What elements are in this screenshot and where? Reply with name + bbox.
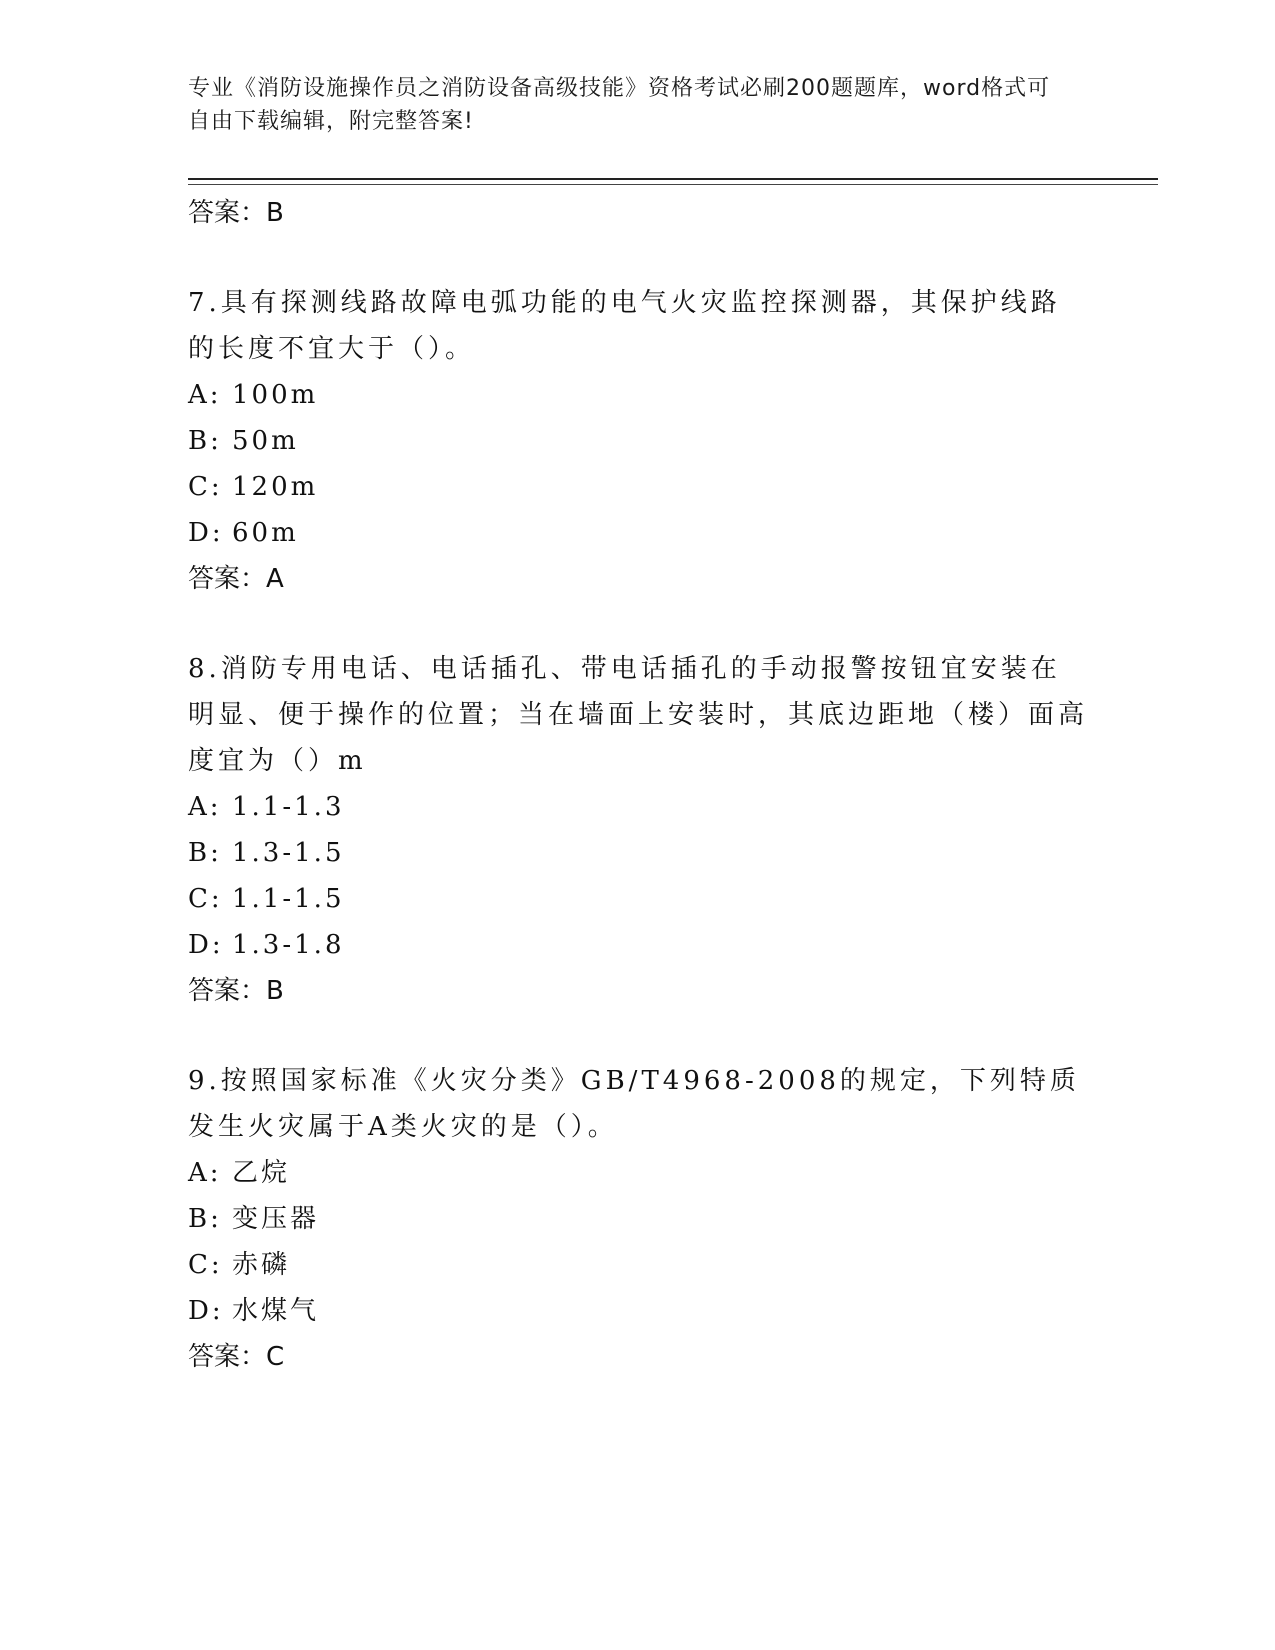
option-letter: D: — [188, 1296, 224, 1326]
question-answer: 答案：B — [188, 976, 284, 1006]
option-letter: C: — [188, 884, 223, 914]
option-text: 60m — [232, 518, 299, 548]
option-letter: A: — [188, 792, 222, 822]
question-9 — [188, 1058, 1088, 1380]
option-letter: C: — [188, 472, 223, 502]
option-text: 100m — [232, 380, 319, 410]
previous-answer: 答案：B — [188, 198, 284, 228]
option-c — [188, 876, 1088, 922]
document-header: 专业《消防设施操作员之消防设备高级技能》资格考试必刷200题题库，word格式可自由下载编辑，附完整答案! — [188, 76, 1051, 134]
option-letter: C: — [188, 1250, 223, 1280]
option-d — [188, 510, 1088, 556]
header-divider-thick — [188, 178, 1158, 180]
option-text: 1.1-1.5 — [232, 884, 345, 914]
option-a — [188, 1150, 1088, 1196]
option-letter: D: — [188, 930, 224, 960]
option-text: 水煤气 — [232, 1296, 320, 1326]
option-b — [188, 830, 1088, 876]
option-a — [188, 372, 1088, 418]
header-divider-thin — [188, 184, 1158, 185]
option-b — [188, 418, 1088, 464]
option-d — [188, 1288, 1088, 1334]
question-list — [188, 190, 1088, 1380]
option-letter: D: — [188, 518, 224, 548]
question-stem: 9.按照国家标准《火灾分类》GB/T4968-2008的规定，下列特质发生火灾属于A类火灾的是（）。 — [188, 1066, 1080, 1142]
option-text: 变压器 — [232, 1204, 320, 1234]
question-answer: 答案：C — [188, 1342, 285, 1372]
question-7 — [188, 280, 1088, 602]
option-d — [188, 922, 1088, 968]
question-answer: 答案：A — [188, 564, 284, 594]
option-letter: B: — [188, 1204, 222, 1234]
option-text: 1.1-1.3 — [232, 792, 345, 822]
option-text: 1.3-1.8 — [232, 930, 345, 960]
option-letter: A: — [188, 1158, 222, 1188]
option-text: 1.3-1.5 — [232, 838, 345, 868]
option-letter: A: — [188, 380, 222, 410]
option-c — [188, 464, 1088, 510]
option-c — [188, 1242, 1088, 1288]
option-text: 120m — [232, 472, 319, 502]
question-8 — [188, 646, 1088, 1014]
option-text: 50m — [232, 426, 299, 456]
option-letter: B: — [188, 838, 222, 868]
option-text: 乙烷 — [232, 1158, 291, 1188]
question-stem: 8.消防专用电话、电话插孔、带电话插孔的手动报警按钮宜安装在明显、便于操作的位置；当在墙面上安装时，其底边距地（楼）面高度宜为（）m — [188, 654, 1089, 776]
option-text: 赤磷 — [232, 1250, 291, 1280]
question-stem: 7.具有探测线路故障电弧功能的电气火灾监控探测器，其保护线路的长度不宜大于（）。 — [188, 288, 1061, 364]
option-b — [188, 1196, 1088, 1242]
option-letter: B: — [188, 426, 222, 456]
option-a — [188, 784, 1088, 830]
